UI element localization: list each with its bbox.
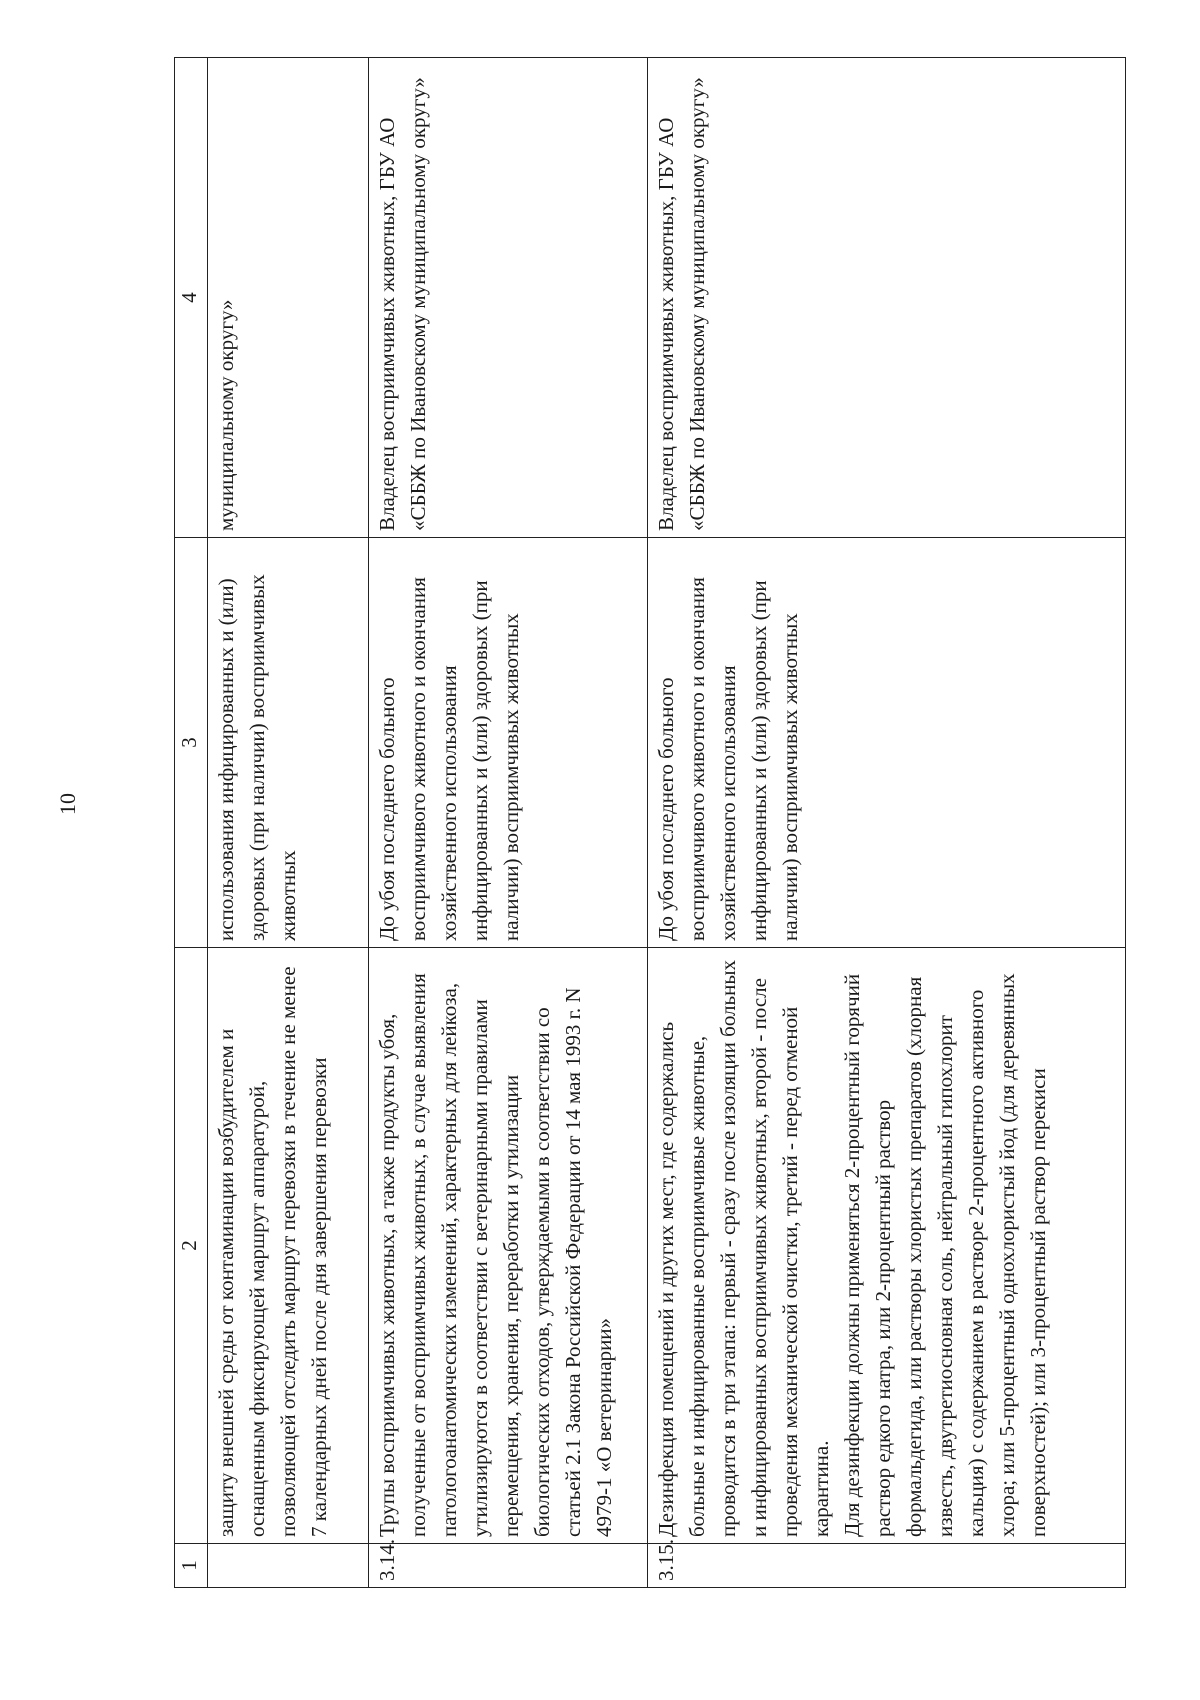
responsible-text: Владелец восприимчивых животных, ГБУ АО «СББЖ по Ивановскому муниципальному округу» <box>368 58 647 538</box>
row-number <box>208 1544 369 1588</box>
measure-text <box>208 948 369 1544</box>
measures-table <box>174 57 1126 1588</box>
header-col-1: 1 <box>175 1544 208 1588</box>
header-col-3: 3 <box>175 538 208 948</box>
measure-text <box>368 948 647 1544</box>
deadline-text: использования инфицированных и (или) здоровых (при наличии) восприимчивых животных <box>208 538 369 948</box>
responsible-text: муниципальному округу» <box>208 58 369 538</box>
row-number: 3.15. <box>648 1544 1126 1588</box>
table-row <box>648 58 1126 1588</box>
measure-paragraph: Трупы восприимчивых животных, а также продукты убоя, полученные от восприимчивых животных, в случае выявления патологоанатомических изменений, характерных для лейкоза, утилизируются в соответствии с ветеринарными правилами перемещения, хранения, переработки и утилизации биологических отходов, утверждаемыми в соответствии со статьей 2.1 Закона Российской Федерации от 14 мая 1993 г. N 4979-1 «О ветеринарии» <box>374 973 616 1537</box>
header-col-2: 2 <box>175 948 208 1544</box>
table-header-row <box>175 58 208 1588</box>
table-row <box>368 58 647 1588</box>
measure-text <box>648 948 1126 1544</box>
table-container <box>174 58 1126 1588</box>
row-number: 3.14. <box>368 1544 647 1588</box>
measure-paragraph: Дезинфекция помещений и других мест, где содержались больные и инфицированные восприимчивые животные, проводится в три этапа: первый - сразу после изоляции больных и инфицированных восприимчивых животных, второй - после проведения механической очистки, третий - перед отменой карантина. <box>654 960 834 1537</box>
page-number: 10 <box>55 793 80 815</box>
table-rotator <box>174 58 1126 1588</box>
measure-paragraph: Для дезинфекции должны применяться 2-процентный горячий раствор едкого натра, или 2-процентный раствор формальдегида, или растворы хлористых препаратов (хлорная известь, двутретиосновная соль, нейтральный гипохлорит кальция) с содержанием в растворе 2-процентного активного хлора; или 5-процентный однохлористый йод (для деревянных поверхностей); или 3-процентный раствор перекиси <box>840 973 1051 1537</box>
table-row <box>208 58 369 1588</box>
header-col-4: 4 <box>175 58 208 538</box>
deadline-text: До убоя последнего больного восприимчивого животного и окончания хозяйственного использования инфицированных и (или) здоровых (при наличии) восприимчивых животных <box>368 538 647 948</box>
deadline-text: До убоя последнего больного восприимчивого животного и окончания хозяйственного использования инфицированных и (или) здоровых (при наличии) восприимчивых животных <box>648 538 1126 948</box>
responsible-text: Владелец восприимчивых животных, ГБУ АО «СББЖ по Ивановскому муниципальному округу» <box>648 58 1126 538</box>
measure-paragraph: защиту внешней среды от контаминации возбудителем и оснащенным фиксирующей маршрут аппаратурой, позволяющей отследить маршрут перевозки в течение не менее 7 календарных дней после дня завершения перевозки <box>214 966 331 1537</box>
